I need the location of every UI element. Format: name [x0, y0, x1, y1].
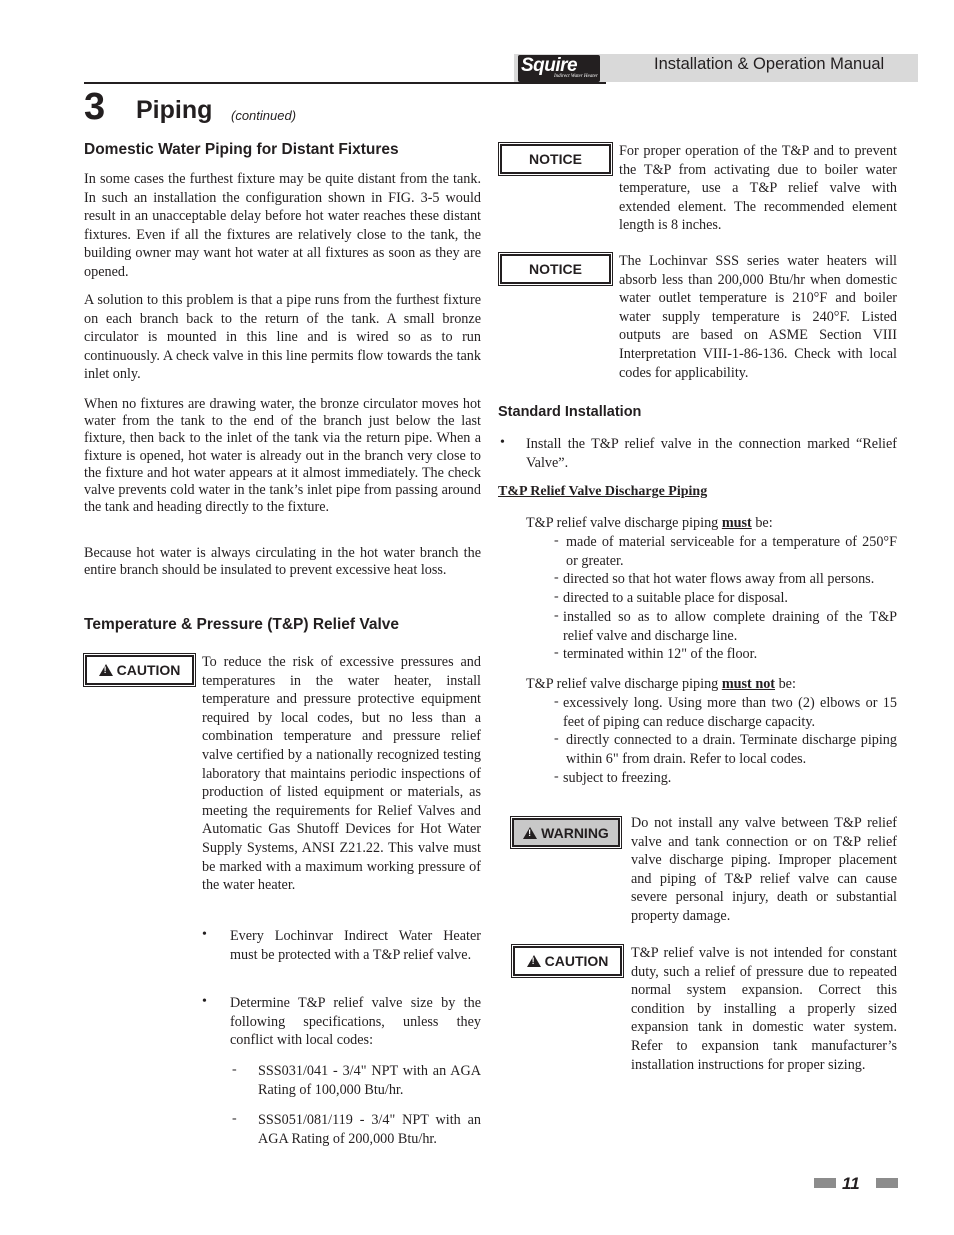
warning-triangle-icon: [99, 664, 113, 676]
warning-triangle-icon: [527, 955, 541, 967]
warning-text: Do not install any valve between T&P relief valve and tank connection or on T&P relief valve discharge piping. Improper placement and piping of T&P relief valve can cause severe personal injury, death or substantial property damage.: [631, 815, 897, 924]
dash-icon: -: [554, 589, 559, 604]
caution-label: CAUTION: [116, 662, 181, 678]
bullet-protect: Every Lochinvar Indirect Water Heater must be protected with a T&P relief valve.: [230, 928, 481, 963]
dash-icon: -: [554, 694, 559, 709]
dash-icon: -: [554, 533, 559, 548]
notice-badge-1: [500, 144, 611, 174]
must-item: directed so that hot water flows away from all persons.: [563, 571, 875, 587]
notice-badge-2: [500, 254, 611, 284]
caution-badge-2: [513, 946, 622, 976]
must-not-item: directly connected to a drain. Terminate discharge piping within 6" from drain. Refer to local codes.: [566, 732, 897, 767]
dash-icon: -: [232, 1111, 237, 1126]
caution-text-2: T&P relief valve is not intended for constant duty, such a relief of pressure due to repeated normal system expansion. Correct this condition by installing a properly sized expansion tank in domestic water system. Refer to expansion tank manufacturer’s installation instructions for proper sizing.: [631, 945, 897, 1073]
bullet-icon: •: [500, 435, 505, 450]
warning-label: WARNING: [541, 824, 609, 841]
footer-bar-left: [814, 1178, 836, 1188]
spec-sss031: SSS031/041 - 3/4" NPT with an AGA Rating of 100,000 Btu/hr.: [258, 1063, 481, 1098]
notice-text-1: For proper operation of the T&P and to prevent the T&P from activating due to boiler water temperature, use a T&P relief valve with extended element. The recommended element length is 8 inches.: [619, 143, 897, 234]
warning-badge: [512, 818, 620, 847]
must-not-emphasis: must not: [721, 676, 776, 692]
manual-title: Installation & Operation Manual: [654, 55, 885, 73]
must-intro-text: T&P relief valve discharge piping: [526, 515, 719, 531]
header-rule: [84, 82, 606, 84]
logo-tagline: Indirect Water Heater: [554, 74, 598, 79]
notice-label: NOTICE: [529, 261, 582, 277]
heading-distant-fixtures: Domestic Water Piping for Distant Fixtures: [84, 141, 399, 158]
paragraph-distant-4: Because hot water is always circulating in the hot water branch the entire branch should be insulated to prevent excessive heat loss.: [84, 545, 481, 579]
must-not-intro-text: T&P relief valve discharge piping: [526, 676, 719, 692]
logo-text: Squire: [521, 55, 578, 76]
must-emphasis: must: [721, 515, 752, 531]
spec-sss051: SSS051/081/119 - 3/4" NPT with an AGA Rating of 200,000 Btu/hr.: [258, 1112, 481, 1147]
paragraph-distant-2: A solution to this problem is that a pipe runs from the furthest fixture on each branch back to the return of the tank. A small bronze circulator is mounted in this line and is wired so as to run continuously. A check valve in this line permits flow towards the tank inlet only.: [84, 292, 481, 383]
heading-standard-installation: Standard Installation: [498, 404, 642, 420]
bullet-size: Determine T&P relief valve size by the following specifications, unless they conflict with local codes:: [230, 995, 481, 1049]
caution-badge: [85, 655, 194, 685]
footer-bar-right: [876, 1178, 898, 1188]
must-item: made of material serviceable for a temperature of 250°F or greater.: [566, 534, 897, 569]
be-text: be:: [755, 515, 773, 531]
must-item: terminated within 12" of the floor.: [563, 646, 758, 662]
section-number: 3: [84, 86, 106, 128]
dash-icon: -: [554, 570, 559, 585]
caution-text: To reduce the risk of excessive pressures and temperatures in the water heater, install temperature and pressure protective equipment required by local codes, but no less than a combination temperature and pressure relief valve certified by a nationally recognized testing laboratory that maintains periodic inspections of production of listed equipment or materials, as meeting the requirements for Relief Valves and Automatic Gas Shutoff Devices for Hot Water Supply Systems, ANSI Z21.22. This valve must be marked with a maximum working pressure of the water heater.: [202, 654, 481, 894]
must-item: installed so as to allow complete draining of the T&P relief valve and discharge line.: [563, 609, 897, 644]
dash-icon: -: [554, 645, 559, 660]
notice-text-2: The Lochinvar SSS series water heaters will absorb less than 200,000 Btu/hr when domestic water outlet temperature is 210°F and boiler water supply temperature is 240°F. Listed outputs are based on ASME Section VIII Interpretation VIII-1-86-136. Check with local codes for applicability.: [619, 253, 897, 381]
paragraph-distant-1: In some cases the furthest fixture may be quite distant from the tank. In such an installation the configuration shown in FIG. 3-5 would result in an unacceptable delay before hot water reaches these distant fixtures. Even if all the fixtures are relatively close to the tank, the building owner may want hot water at all fixtures as soon as they are opened.: [84, 171, 481, 280]
standard-bullet: Install the T&P relief valve in the connection marked “Relief Valve”.: [526, 436, 897, 471]
dash-icon: -: [554, 608, 559, 623]
bullet-icon: •: [202, 994, 207, 1009]
warning-triangle-icon: [523, 827, 537, 839]
be-text: be:: [778, 676, 796, 692]
must-intro: [526, 514, 897, 533]
must-not-item: excessively long. Using more than two (2) elbows or 15 feet of piping can reduce discharge capacity.: [563, 695, 897, 730]
dash-icon: -: [554, 731, 559, 746]
paragraph-distant-3: When no fixtures are drawing water, the bronze circulator moves hot water from the tank to the end of the branch just below the last fixture, then back to the inlet of the tank via the return pipe. When a fixture is opened, hot water is already out in the branch very close to the fixture and hot water appears at it almost immediately. The check valve prevents cold water in the tank’s inlet pipe from passing around the tank and heading directly to the fixture.: [84, 396, 481, 516]
heading-tp-relief: Temperature & Pressure (T&P) Relief Valve: [84, 616, 400, 633]
must-not-item: subject to freezing.: [563, 770, 672, 786]
page-number: 11: [842, 1174, 860, 1193]
dash-icon: -: [554, 769, 559, 784]
heading-discharge-piping: T&P Relief Valve Discharge Piping: [498, 484, 708, 499]
must-not-intro: [526, 675, 897, 694]
dash-icon: -: [232, 1062, 237, 1077]
caution-label: CAUTION: [544, 953, 609, 969]
notice-label: NOTICE: [529, 151, 582, 167]
section-title: Piping: [136, 96, 213, 124]
section-continued: (continued): [231, 108, 297, 123]
squire-logo: [518, 55, 600, 82]
bullet-icon: •: [202, 927, 207, 942]
must-item: directed to a suitable place for disposal.: [563, 590, 788, 606]
